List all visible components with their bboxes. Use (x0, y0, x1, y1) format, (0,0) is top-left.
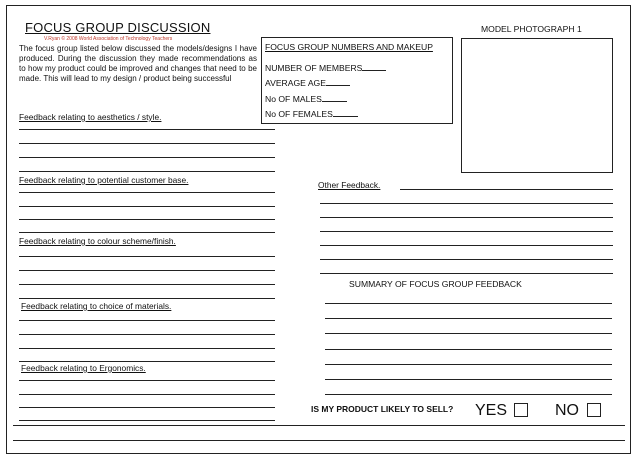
aesthetics-line[interactable] (19, 143, 275, 144)
aesthetics-line[interactable] (19, 171, 275, 172)
aesthetics-line[interactable] (19, 157, 275, 158)
males-label: No OF MALES (265, 94, 322, 104)
stats-heading: FOCUS GROUP NUMBERS AND MAKEUP (265, 42, 433, 52)
summary-line[interactable] (325, 333, 612, 334)
customer-base-line[interactable] (19, 219, 275, 220)
ergonomics-label: Feedback relating to Ergonomics. (21, 363, 146, 373)
materials-line[interactable] (19, 361, 275, 362)
sell-question: IS MY PRODUCT LIKELY TO SELL? (311, 404, 454, 414)
focus-group-stats-box (261, 37, 453, 124)
materials-line[interactable] (19, 348, 275, 349)
other-feedback-line[interactable] (320, 231, 613, 232)
members-field[interactable] (265, 62, 386, 73)
no-label: NO (555, 402, 579, 419)
females-field[interactable] (265, 108, 358, 119)
other-feedback-line[interactable] (320, 259, 613, 260)
females-label: No OF FEMALES (265, 109, 333, 119)
customer-base-label: Feedback relating to potential customer base. (19, 175, 189, 185)
males-field[interactable] (265, 93, 347, 104)
ergonomics-line[interactable] (19, 380, 275, 381)
other-feedback-line[interactable] (320, 245, 613, 246)
age-blank[interactable] (326, 77, 350, 86)
other-feedback-line[interactable] (320, 273, 613, 274)
page-title: FOCUS GROUP DISCUSSION (25, 20, 211, 35)
materials-line[interactable] (19, 320, 275, 321)
materials-line[interactable] (19, 334, 275, 335)
photo-label: MODEL PHOTOGRAPH 1 (481, 24, 582, 34)
aesthetics-line[interactable] (19, 129, 275, 130)
females-blank[interactable] (333, 108, 358, 117)
ergonomics-line[interactable] (19, 394, 275, 395)
customer-base-line[interactable] (19, 232, 275, 233)
yes-checkbox[interactable] (514, 403, 528, 417)
ergonomics-line[interactable] (19, 420, 275, 421)
intro-paragraph: The focus group listed below discussed the models/designs I have produced. During the discussion they made recommendations as to how my product could be improved and changes that need to be made. This will lead to my design / product being successful (19, 44, 257, 83)
colour-scheme-line[interactable] (19, 284, 275, 285)
summary-line[interactable] (325, 394, 612, 395)
summary-line[interactable] (325, 349, 612, 350)
summary-line[interactable] (325, 303, 612, 304)
other-feedback-line[interactable] (400, 189, 613, 190)
customer-base-line[interactable] (19, 206, 275, 207)
colour-scheme-line[interactable] (19, 256, 275, 257)
ergonomics-line[interactable] (19, 407, 275, 408)
males-blank[interactable] (322, 93, 347, 102)
age-label: AVERAGE AGE (265, 78, 326, 88)
aesthetics-label: Feedback relating to aesthetics / style. (19, 112, 162, 122)
members-blank[interactable] (362, 62, 386, 71)
colour-scheme-label: Feedback relating to colour scheme/finish. (19, 236, 176, 246)
colour-scheme-line[interactable] (19, 298, 275, 299)
colour-scheme-line[interactable] (19, 270, 275, 271)
bottom-rule (13, 425, 625, 426)
copyright-credit: V.Ryan © 2008 World Association of Technology Teachers (44, 36, 173, 42)
no-checkbox[interactable] (587, 403, 601, 417)
age-field[interactable] (265, 77, 350, 88)
summary-heading: SUMMARY OF FOCUS GROUP FEEDBACK (349, 279, 522, 289)
customer-base-line[interactable] (19, 192, 275, 193)
summary-line[interactable] (325, 318, 612, 319)
yes-label: YES (475, 402, 508, 419)
summary-line[interactable] (325, 379, 612, 380)
members-label: NUMBER OF MEMBERS (265, 63, 363, 73)
other-feedback-line[interactable] (320, 203, 613, 204)
model-photo-box[interactable] (461, 38, 613, 173)
summary-line[interactable] (325, 364, 612, 365)
materials-label: Feedback relating to choice of materials. (21, 301, 172, 311)
other-feedback-label: Other Feedback. (318, 180, 381, 190)
bottom-rule (13, 440, 625, 441)
other-feedback-line[interactable] (320, 217, 613, 218)
